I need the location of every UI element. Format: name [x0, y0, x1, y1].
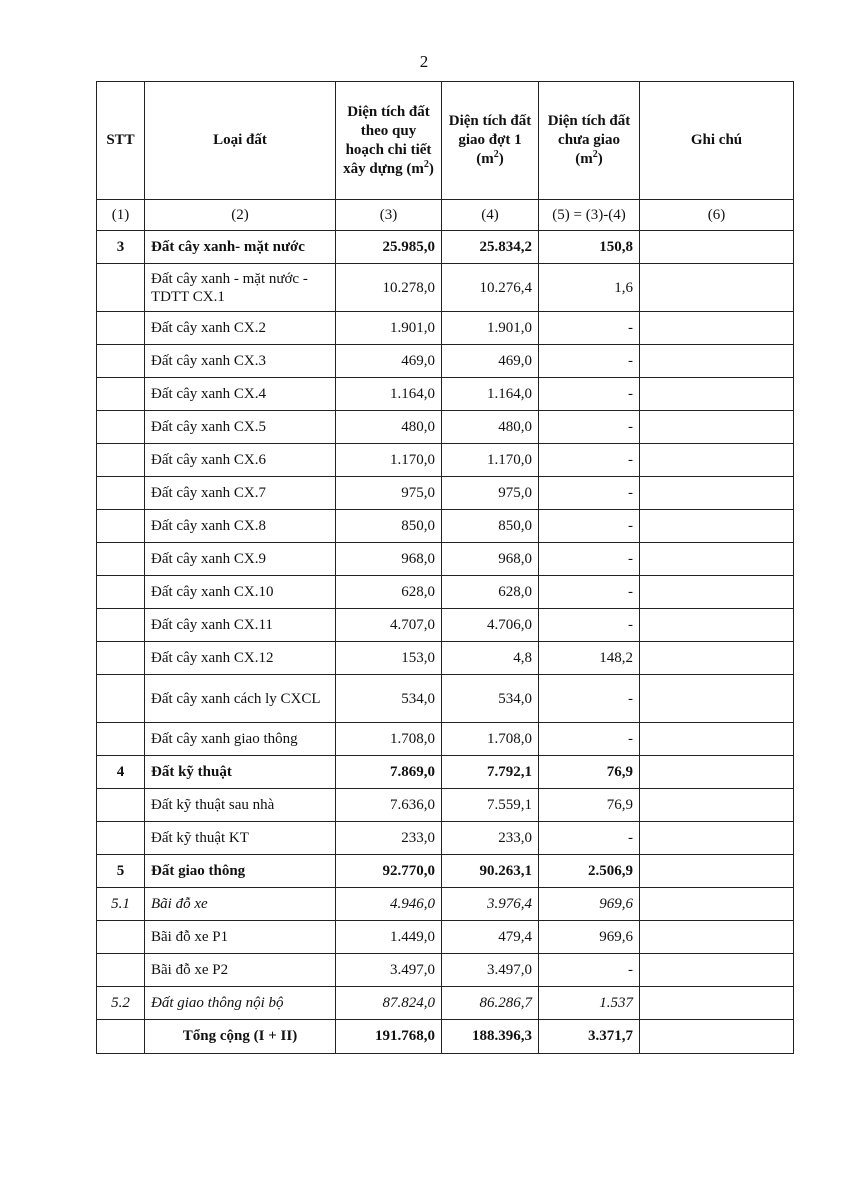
cell-area-unallocated: 3.371,7 — [539, 1020, 640, 1054]
cell-note — [640, 642, 794, 675]
table-row — [97, 231, 794, 264]
cell-stt — [97, 609, 145, 642]
cell-area-allocated: 86.286,7 — [442, 987, 539, 1020]
cell-stt — [97, 954, 145, 987]
cell-area-planned: 92.770,0 — [336, 855, 442, 888]
cell-land-type: Đất giao thông nội bộ — [145, 987, 336, 1020]
cell-land-type: Đất cây xanh CX.9 — [145, 543, 336, 576]
cell-stt — [97, 723, 145, 756]
cell-land-type: Đất cây xanh CX.4 — [145, 378, 336, 411]
cell-area-planned: 191.768,0 — [336, 1020, 442, 1054]
cell-area-unallocated: - — [539, 444, 640, 477]
cell-note — [640, 510, 794, 543]
header-loai-dat: Loại đất — [145, 82, 336, 200]
table-row — [97, 444, 794, 477]
cell-land-type: Đất cây xanh - mặt nước - TDTT CX.1 — [145, 264, 336, 312]
cell-note — [640, 609, 794, 642]
cell-land-type: Đất cây xanh- mặt nước — [145, 231, 336, 264]
cell-stt — [97, 789, 145, 822]
table-row — [97, 1020, 794, 1054]
cell-area-planned: 850,0 — [336, 510, 442, 543]
header-dt-chua-giao-text: Diện tích đất chưa giao (m — [547, 113, 631, 167]
cell-area-allocated: 968,0 — [442, 543, 539, 576]
cell-area-unallocated: - — [539, 954, 640, 987]
cell-stt: 5 — [97, 855, 145, 888]
cell-area-unallocated: - — [539, 411, 640, 444]
cell-land-type: Đất cây xanh cách ly CXCL — [145, 675, 336, 723]
cell-land-type: Đất cây xanh CX.5 — [145, 411, 336, 444]
cell-stt — [97, 312, 145, 345]
cell-area-allocated: 90.263,1 — [442, 855, 539, 888]
cell-note — [640, 789, 794, 822]
cell-area-unallocated: 148,2 — [539, 642, 640, 675]
unit-close: ) — [428, 160, 434, 177]
cell-area-allocated: 628,0 — [442, 576, 539, 609]
cell-stt — [97, 378, 145, 411]
cell-area-planned: 4.707,0 — [336, 609, 442, 642]
cell-note — [640, 822, 794, 855]
cell-stt — [97, 921, 145, 954]
cell-stt: 3 — [97, 231, 145, 264]
table-row — [97, 543, 794, 576]
cell-area-allocated: 480,0 — [442, 411, 539, 444]
cell-area-unallocated: 76,9 — [539, 756, 640, 789]
cell-area-allocated: 7.559,1 — [442, 789, 539, 822]
header-row — [97, 82, 794, 200]
cell-land-type: Đất cây xanh CX.7 — [145, 477, 336, 510]
table-row — [97, 609, 794, 642]
table-row — [97, 888, 794, 921]
cell-area-allocated: 233,0 — [442, 822, 539, 855]
header-dt-giao — [442, 82, 539, 200]
cell-stt — [97, 444, 145, 477]
cell-area-unallocated: - — [539, 510, 640, 543]
land-area-table — [96, 81, 794, 1054]
cell-stt — [97, 822, 145, 855]
cell-area-unallocated: - — [539, 609, 640, 642]
cell-note — [640, 756, 794, 789]
cell-note — [640, 576, 794, 609]
cell-land-type: Đất cây xanh CX.12 — [145, 642, 336, 675]
cell-land-type: Đất kỹ thuật sau nhà — [145, 789, 336, 822]
cell-note — [640, 543, 794, 576]
cell-area-planned: 1.449,0 — [336, 921, 442, 954]
cell-area-unallocated: 969,6 — [539, 921, 640, 954]
cell-land-type: Đất cây xanh CX.2 — [145, 312, 336, 345]
cell-note — [640, 987, 794, 1020]
cell-area-unallocated: 1,6 — [539, 264, 640, 312]
cell-area-unallocated: 2.506,9 — [539, 855, 640, 888]
cell-note — [640, 411, 794, 444]
cell-stt — [97, 477, 145, 510]
cell-area-allocated: 188.396,3 — [442, 1020, 539, 1054]
cell-area-planned: 469,0 — [336, 345, 442, 378]
col-number: (4) — [442, 200, 539, 231]
unit-sup: 2 — [423, 158, 429, 170]
cell-note — [640, 855, 794, 888]
column-number-row — [97, 200, 794, 231]
cell-note — [640, 477, 794, 510]
cell-area-planned: 975,0 — [336, 477, 442, 510]
cell-area-allocated: 469,0 — [442, 345, 539, 378]
cell-stt — [97, 411, 145, 444]
cell-area-unallocated: - — [539, 312, 640, 345]
cell-land-type: Tổng cộng (I + II) — [145, 1020, 336, 1054]
table-row — [97, 954, 794, 987]
table-row — [97, 477, 794, 510]
cell-area-allocated: 1.708,0 — [442, 723, 539, 756]
unit-sup: 2 — [592, 149, 598, 160]
page-number: 2 — [419, 52, 429, 71]
col-number: (1) — [97, 200, 145, 231]
cell-land-type: Đất cây xanh CX.11 — [145, 609, 336, 642]
cell-area-allocated: 850,0 — [442, 510, 539, 543]
cell-area-unallocated: - — [539, 723, 640, 756]
cell-note — [640, 954, 794, 987]
cell-area-unallocated: - — [539, 378, 640, 411]
cell-area-unallocated: 150,8 — [539, 231, 640, 264]
cell-area-planned: 7.869,0 — [336, 756, 442, 789]
cell-stt — [97, 1020, 145, 1054]
header-dt-quy-hoach — [336, 82, 442, 200]
cell-area-allocated: 4,8 — [442, 642, 539, 675]
unit-close: ) — [597, 151, 603, 167]
cell-area-allocated: 3.976,4 — [442, 888, 539, 921]
unit-close: ) — [498, 151, 504, 167]
col-number: (5) = (3)-(4) — [539, 200, 640, 231]
cell-area-allocated: 1.170,0 — [442, 444, 539, 477]
table-row — [97, 921, 794, 954]
cell-area-planned: 233,0 — [336, 822, 442, 855]
cell-note — [640, 1020, 794, 1054]
cell-area-allocated: 3.497,0 — [442, 954, 539, 987]
cell-land-type: Đất cây xanh CX.6 — [145, 444, 336, 477]
cell-stt — [97, 543, 145, 576]
cell-stt — [97, 675, 145, 723]
cell-area-planned: 968,0 — [336, 543, 442, 576]
table-row — [97, 987, 794, 1020]
cell-area-planned: 10.278,0 — [336, 264, 442, 312]
col-number: (2) — [145, 200, 336, 231]
table-row — [97, 723, 794, 756]
table-row — [97, 642, 794, 675]
table-row — [97, 378, 794, 411]
table-row — [97, 789, 794, 822]
header-dt-quy-hoach-text: Diện tích đất theo quy hoạch chi tiết xây dựng (m — [343, 103, 432, 177]
cell-area-allocated: 25.834,2 — [442, 231, 539, 264]
cell-note — [640, 264, 794, 312]
cell-stt: 5.1 — [97, 888, 145, 921]
cell-note — [640, 675, 794, 723]
cell-land-type: Đất cây xanh CX.8 — [145, 510, 336, 543]
cell-area-planned: 1.901,0 — [336, 312, 442, 345]
cell-note — [640, 888, 794, 921]
header-dt-chua-giao — [539, 82, 640, 200]
col-number: (6) — [640, 200, 794, 231]
table-row — [97, 510, 794, 543]
cell-area-unallocated: - — [539, 543, 640, 576]
cell-area-allocated: 1.164,0 — [442, 378, 539, 411]
cell-land-type: Bãi đỗ xe P2 — [145, 954, 336, 987]
cell-area-planned: 1.170,0 — [336, 444, 442, 477]
cell-area-allocated: 479,4 — [442, 921, 539, 954]
cell-stt — [97, 642, 145, 675]
table-row — [97, 264, 794, 312]
cell-note — [640, 723, 794, 756]
header-ghi-chu: Ghi chú — [640, 82, 794, 200]
cell-area-unallocated: 969,6 — [539, 888, 640, 921]
cell-land-type: Đất cây xanh CX.10 — [145, 576, 336, 609]
cell-note — [640, 378, 794, 411]
cell-area-planned: 4.946,0 — [336, 888, 442, 921]
table-row — [97, 756, 794, 789]
cell-stt — [97, 576, 145, 609]
table-row — [97, 576, 794, 609]
cell-area-unallocated: 1.537 — [539, 987, 640, 1020]
cell-note — [640, 345, 794, 378]
cell-land-type: Bãi đỗ xe — [145, 888, 336, 921]
table-row — [97, 411, 794, 444]
cell-area-planned: 480,0 — [336, 411, 442, 444]
cell-stt: 5.2 — [97, 987, 145, 1020]
cell-area-planned: 7.636,0 — [336, 789, 442, 822]
cell-area-planned: 534,0 — [336, 675, 442, 723]
table-row — [97, 855, 794, 888]
cell-area-unallocated: - — [539, 576, 640, 609]
cell-note — [640, 231, 794, 264]
cell-land-type: Đất cây xanh giao thông — [145, 723, 336, 756]
cell-area-unallocated: - — [539, 822, 640, 855]
cell-area-unallocated: - — [539, 345, 640, 378]
cell-area-unallocated: 76,9 — [539, 789, 640, 822]
cell-area-allocated: 7.792,1 — [442, 756, 539, 789]
cell-stt: 4 — [97, 756, 145, 789]
cell-area-planned: 25.985,0 — [336, 231, 442, 264]
header-dt-giao-text: Diện tích đất giao đợt 1 (m — [448, 113, 532, 167]
header-stt: STT — [97, 82, 145, 200]
cell-stt — [97, 510, 145, 543]
unit-sup: 2 — [493, 149, 499, 160]
table-row — [97, 675, 794, 723]
cell-land-type: Bãi đỗ xe P1 — [145, 921, 336, 954]
cell-area-allocated: 975,0 — [442, 477, 539, 510]
table-row — [97, 312, 794, 345]
cell-area-allocated: 4.706,0 — [442, 609, 539, 642]
cell-area-allocated: 10.276,4 — [442, 264, 539, 312]
cell-land-type: Đất giao thông — [145, 855, 336, 888]
cell-note — [640, 312, 794, 345]
cell-land-type: Đất kỹ thuật — [145, 756, 336, 789]
cell-area-allocated: 1.901,0 — [442, 312, 539, 345]
cell-area-planned: 3.497,0 — [336, 954, 442, 987]
cell-stt — [97, 264, 145, 312]
cell-note — [640, 444, 794, 477]
table-body — [97, 231, 794, 1054]
cell-area-unallocated: - — [539, 477, 640, 510]
cell-area-planned: 1.708,0 — [336, 723, 442, 756]
cell-area-planned: 628,0 — [336, 576, 442, 609]
cell-area-planned: 1.164,0 — [336, 378, 442, 411]
cell-note — [640, 921, 794, 954]
table-row — [97, 345, 794, 378]
cell-area-allocated: 534,0 — [442, 675, 539, 723]
cell-stt — [97, 345, 145, 378]
cell-area-planned: 87.824,0 — [336, 987, 442, 1020]
table-row — [97, 822, 794, 855]
cell-land-type: Đất kỹ thuật KT — [145, 822, 336, 855]
cell-land-type: Đất cây xanh CX.3 — [145, 345, 336, 378]
cell-area-unallocated: - — [539, 675, 640, 723]
col-number: (3) — [336, 200, 442, 231]
cell-area-planned: 153,0 — [336, 642, 442, 675]
